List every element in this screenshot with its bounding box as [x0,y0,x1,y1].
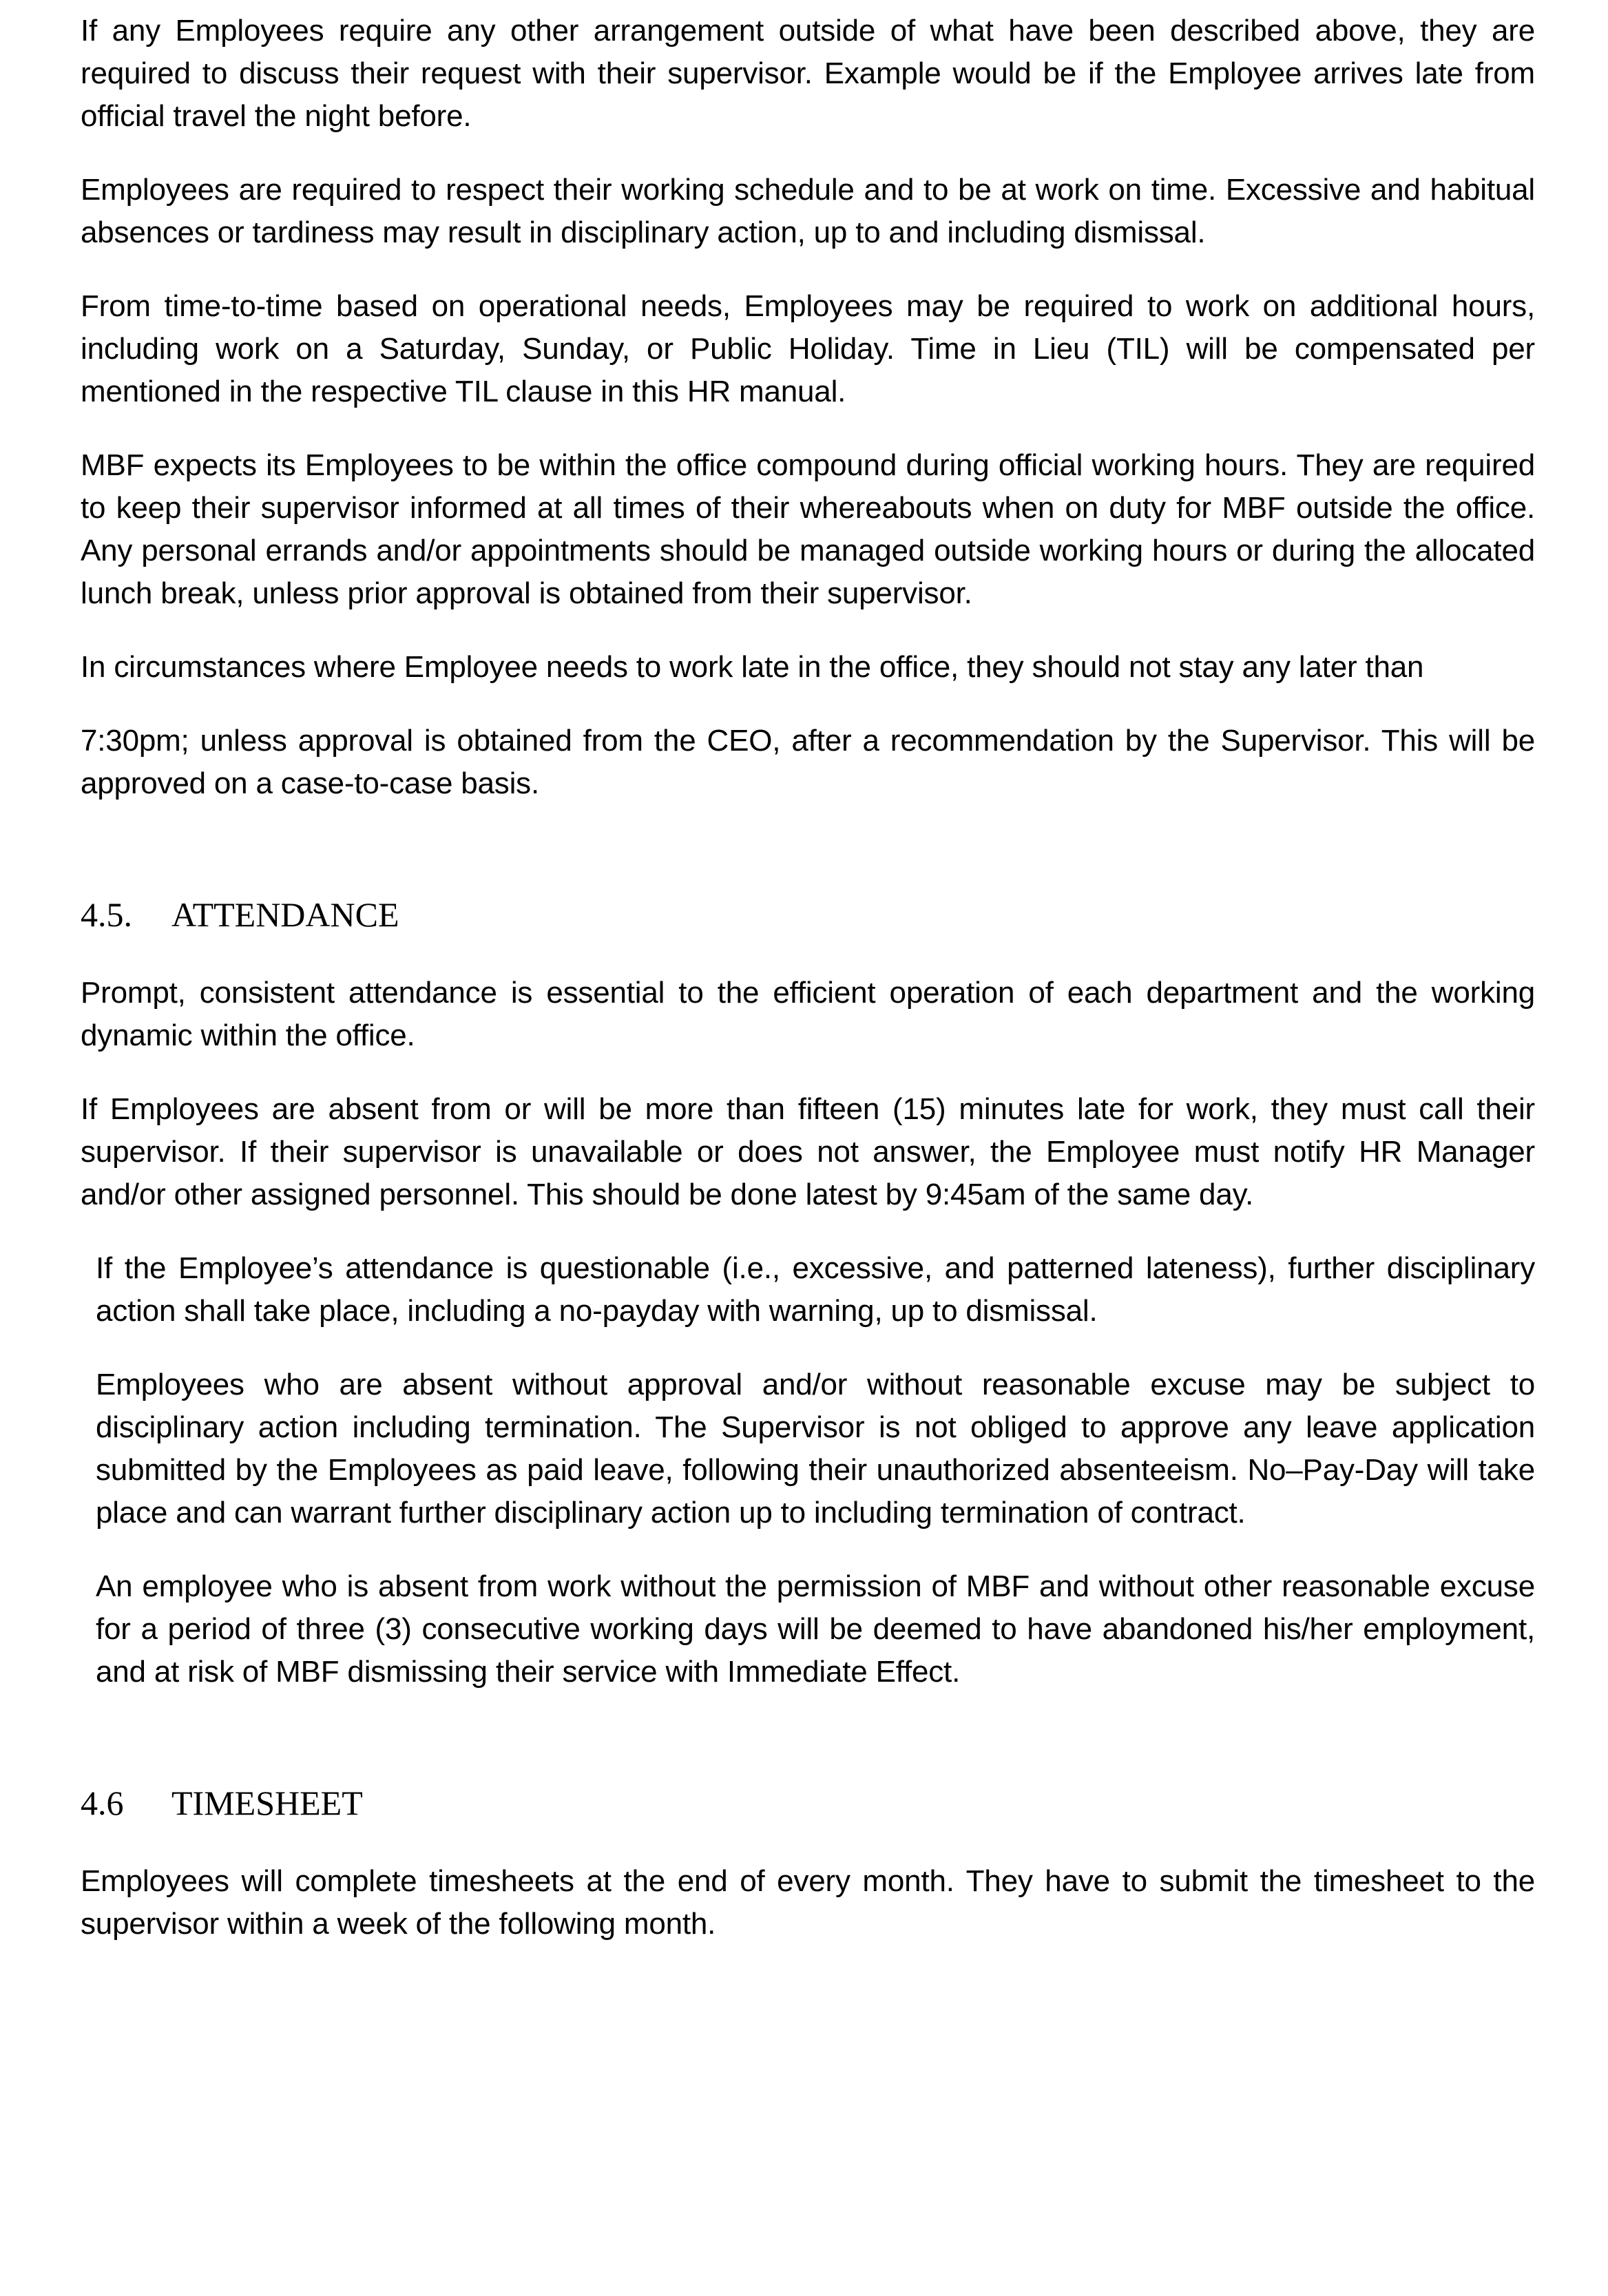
paragraph-work-late: In circumstances where Employee needs to work late in the office, they should not stay any later than [81,650,1424,684]
paragraph-office-compound: MBF expects its Employees to be within the office compound during official working hours. They are required to keep their supervisor informed at all times of their whereabouts when on duty for MBF outside the office. Any personal errands and/or appointments should be managed outside working hours or during the allocated lunch break, unless prior approval is obtained from their supervisor. [81,448,1535,610]
paragraph-abandoned-employment: An employee who is absent from work without the permission of MBF and without other reasonable excuse for a period of three (3) consecutive working days will be deemed to have abandoned his/her employment, and at risk of MBF dismissing their service with Immediate Effect. [96,1569,1535,1689]
paragraph-late-approval: 7:30pm; unless approval is obtained from the CEO, after a recommendation by the Supervisor. This will be approved on a case-to-case basis. [81,724,1535,800]
paragraph-prompt-attendance: Prompt, consistent attendance is essential to the efficient operation of each department and the working dynamic within the office. [81,976,1535,1052]
section-heading-timesheet [81,1782,1535,1824]
section-title: ATTENDANCE [171,895,399,934]
section-title: TIMESHEET [171,1784,363,1822]
paragraph-additional-hours: From time-to-time based on operational needs, Employees may be required to work on additional hours, including work on a Saturday, Sunday, or Public Holiday. Time in Lieu (TIL) will be compensated per mentioned in the respective TIL clause in this HR manual. [81,289,1535,408]
paragraph-timesheet: Employees will complete timesheets at the end of every month. They have to submit the timesheet to the supervisor within a week of the following month. [81,1864,1535,1941]
paragraph-other-arrangement: If any Employees require any other arrangement outside of what have been described above, they are required to discuss their request with their supervisor. Example would be if the Employee arrives late from official travel the night before. [81,14,1535,133]
section-number: 4.5. [81,895,132,934]
section-number: 4.6 [81,1784,124,1822]
paragraph-working-schedule: Employees are required to respect their working schedule and to be at work on time. Excessive and habitual absences or tardiness may result in disciplinary action, up to and including dismissal. [81,173,1535,249]
paragraph-absent-notify: If Employees are absent from or will be more than fifteen (15) minutes late for work, they must call their supervisor. If their supervisor is unavailable or does not answer, the Employee must notify HR Manager and/or other assigned personnel. This should be done latest by 9:45am of the same day. [81,1092,1535,1211]
paragraph-questionable-attendance: If the Employee’s attendance is questionable (i.e., excessive, and patterned lateness), further disciplinary action shall take place, including a no-payday with warning, up to dismissal. [96,1251,1535,1328]
paragraph-absent-without-approval: Employees who are absent without approval and/or without reasonable excuse may be subject to disciplinary action including termination. The Supervisor is not obliged to approve any leave application submitted by the Employees as paid leave, following their unauthorized absenteeism. No–Pay-Day will take place and can warrant further disciplinary action up to including termination of contract. [96,1368,1535,1530]
section-heading-attendance [81,893,1535,936]
document-body [81,10,1535,1976]
